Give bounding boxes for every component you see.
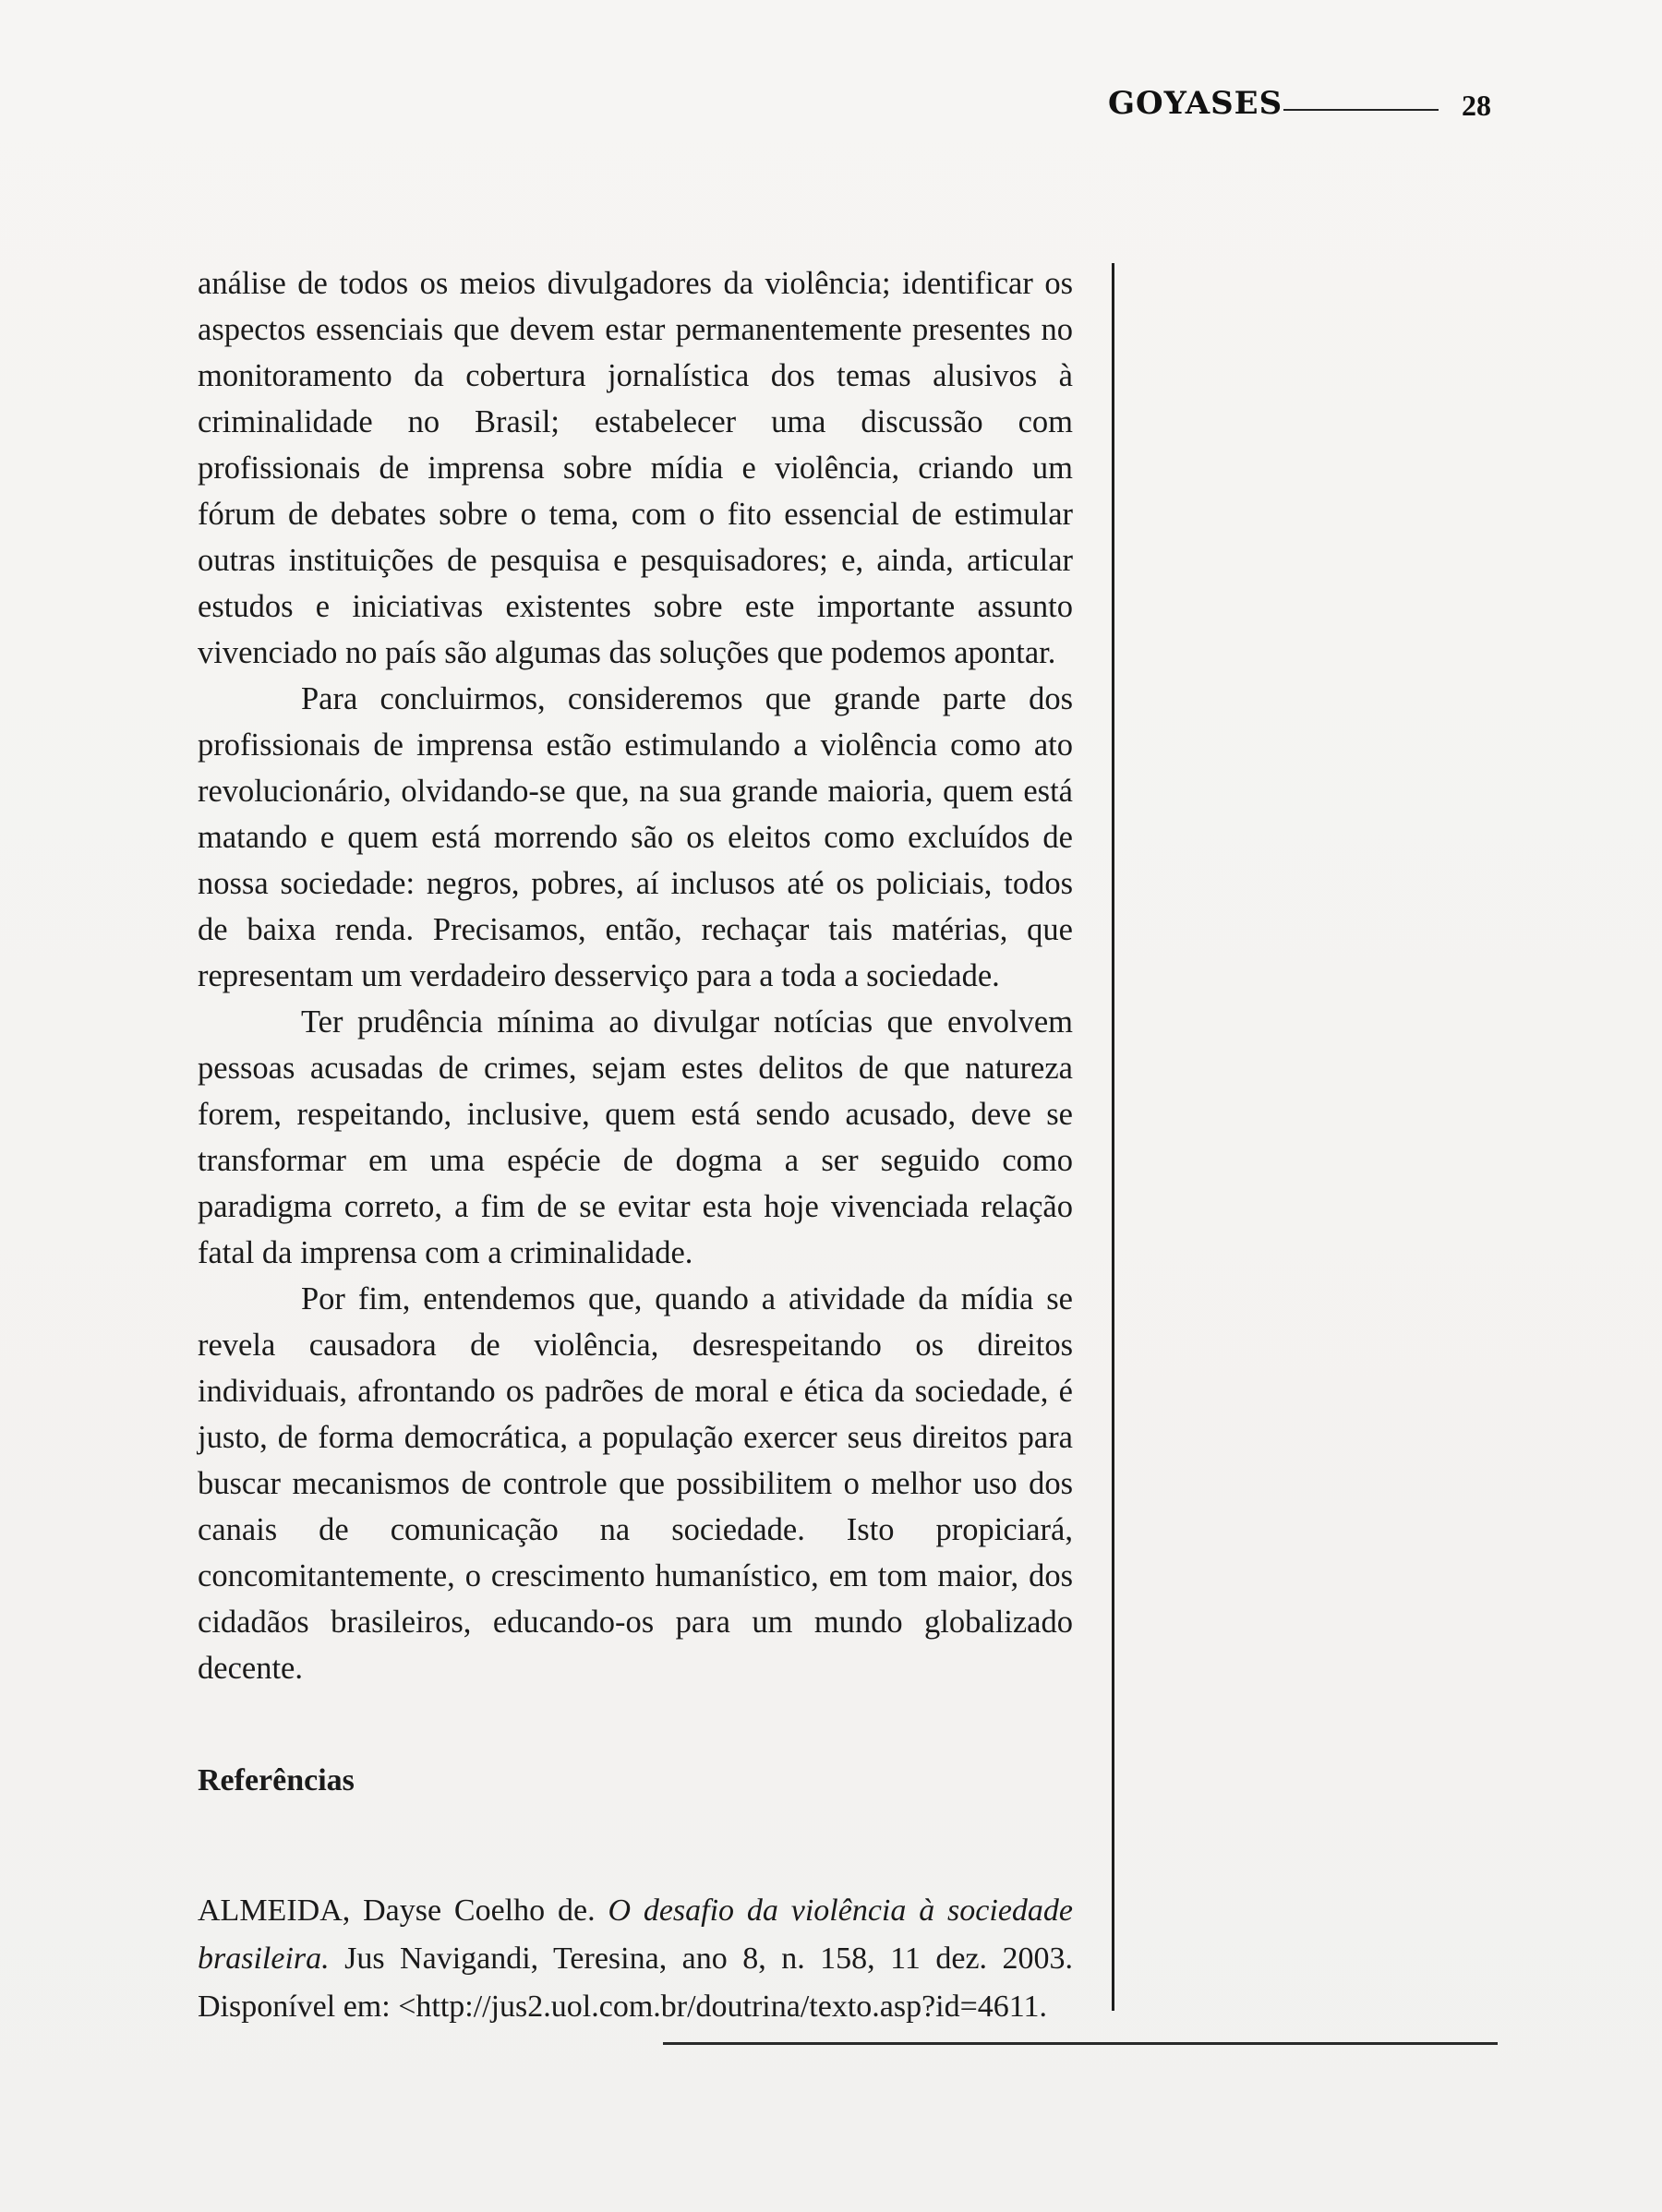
reference-details: Jus Navigandi, Teresina, ano 8, n. 158, 11 dez. 2003. Disponível em: <http://jus2.uol.com.br/doutrina/texto.asp?id=4611. xyxy=(198,1942,1074,2024)
paragraph-1: análise de todos os meios divulgadores da violência; identificar os aspectos essenciais que devem estar permanentemente presentes no monitoramento da cobertura jornalística dos temas alusivos à criminalidade no Brasil; estabelecer uma discussão com profissionais de imprensa sobre mídia e violência, criando um fórum de debates sobre o tema, com o fito essencial de estimular outras instituições de pesquisa e pesquisadores; e, ainda, articular estudos e iniciativas existentes sobre este importante assunto vivenciado no país são algumas das soluções que podemos apontar. xyxy=(198,266,1073,670)
footer-rule xyxy=(663,2042,1498,2045)
margin-vertical-rule xyxy=(1112,263,1114,2011)
paragraph-2: Para concluirmos, consideremos que grande parte dos profissionais de imprensa estão estimulando a violência como ato revolucionário, olvidando-se que, na sua grande maioria, quem está matando e quem está morrendo são os eleitos como excluídos de nossa sociedade: negros, pobres, aí inclusos até os policiais, todos de baixa renda. Precisamos, então, rechaçar tais matérias, que representam um verdadeiro desserviço para a toda a sociedade. xyxy=(198,681,1073,993)
reference-title: O desafio da violência à sociedade brasileira. xyxy=(198,1893,1074,1976)
journal-brand: GOYASES xyxy=(1108,85,1283,122)
reference-author: ALMEIDA, Dayse Coelho de. xyxy=(198,1893,596,1928)
paragraph-3: Ter prudência mínima ao divulgar notícias que envolvem pessoas acusadas de crimes, sejam estes delitos de que natureza forem, respeitando, inclusive, quem está sendo acusado, deve se transformar em uma espécie de dogma a ser seguido como paradigma correto, a fim de se evitar esta hoje vivenciada relação fatal da imprensa com a criminalidade. xyxy=(198,1004,1073,1270)
reference-entry xyxy=(198,1887,1073,2031)
header-rule xyxy=(1283,109,1439,111)
running-header xyxy=(1108,85,1496,140)
references-heading: Referências xyxy=(198,1763,355,1797)
body-text xyxy=(198,260,1073,2031)
page-number: 28 xyxy=(1462,89,1491,122)
paragraph-4: Por fim, entendemos que, quando a atividade da mídia se revela causadora de violência, desrespeitando os direitos individuais, afrontando os padrões de moral e ética da sociedade, é justo, de forma democrática, a população exercer seus direitos para buscar mecanismos de controle que possibilitem o melhor uso dos canais de comunicação na sociedade. Isto propiciará, concomitantemente, o crescimento humanístico, em tom maior, dos cidadãos brasileiros, educando-os para um mundo globalizado decente. xyxy=(198,1281,1073,1686)
